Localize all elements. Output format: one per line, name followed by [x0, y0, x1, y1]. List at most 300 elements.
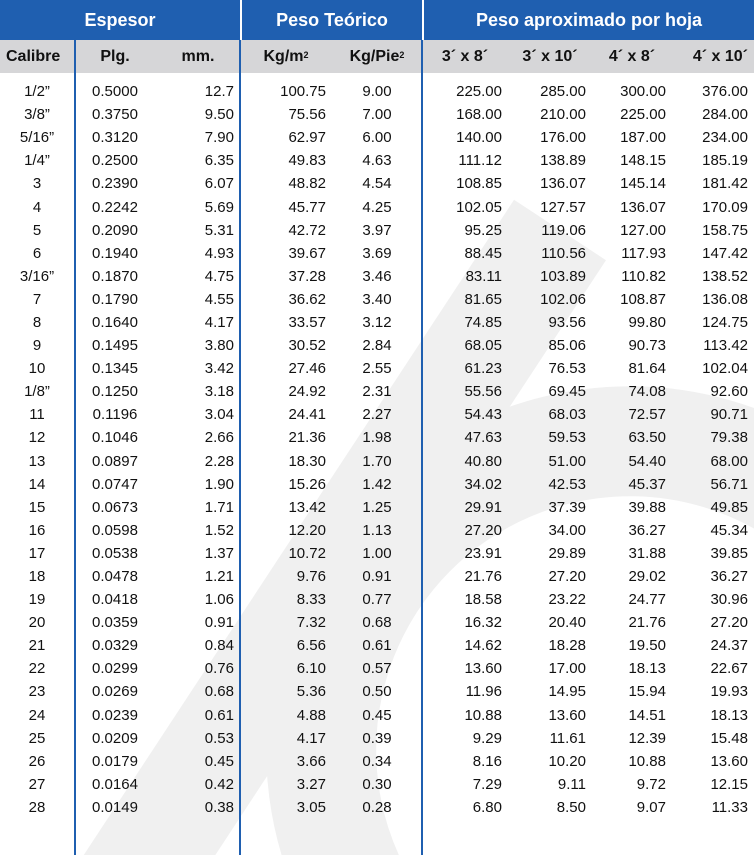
cell-plg: 0.0149: [92, 798, 138, 816]
cell-kg-m2: 6.10: [296, 660, 326, 678]
cell-4x8: 145.14: [620, 175, 666, 193]
cell-4x8: 225.00: [620, 106, 666, 124]
cell-plg: 0.0209: [92, 729, 138, 747]
cell-mm: 4.75: [204, 267, 234, 285]
cell-mm: 4.93: [204, 244, 234, 262]
column-header-row: [0, 40, 754, 73]
cell-kg-m2: 27.46: [288, 360, 326, 378]
cell-3x8: 168.00: [456, 106, 502, 124]
cell-kg-pie2: 3.46: [362, 267, 392, 285]
col-3x10: 3´ x 10´: [508, 40, 592, 73]
cell-3x8: 140.00: [456, 129, 502, 147]
group-header-row: [0, 0, 754, 40]
cell-3x10: 11.61: [549, 729, 586, 747]
cell-3x10: 69.45: [548, 383, 586, 401]
cell-4x8: 81.64: [628, 360, 666, 378]
cell-kg-m2: 49.83: [288, 152, 326, 170]
cell-4x10: 68.00: [710, 452, 748, 470]
cell-calibre: 19: [28, 591, 46, 609]
cell-4x10: 19.93: [710, 683, 748, 701]
cell-kg-m2: 3.66: [296, 752, 326, 770]
divider-line: [239, 40, 241, 855]
cell-kg-m2: 3.05: [296, 798, 326, 816]
cell-plg: 0.1940: [92, 244, 138, 262]
cell-kg-pie2: 0.91: [362, 568, 392, 586]
cell-kg-pie2: 1.98: [362, 429, 392, 447]
cell-mm: 2.28: [204, 452, 234, 470]
cell-4x8: 63.50: [628, 429, 666, 447]
cell-4x8: 90.73: [628, 337, 666, 355]
header-peso-teorico: Peso Teórico: [240, 0, 422, 40]
cell-3x10: 23.22: [548, 591, 586, 609]
cell-3x8: 13.60: [464, 660, 502, 678]
cell-kg-pie2: 3.12: [362, 313, 392, 331]
cell-4x8: 72.57: [628, 406, 666, 424]
cell-calibre: 20: [28, 614, 46, 632]
col-kg-pie2-exp: 2: [399, 49, 405, 60]
cell-plg: 0.0538: [92, 544, 138, 562]
cell-plg: 0.0269: [92, 683, 138, 701]
cell-plg: 0.0329: [92, 637, 138, 655]
table-row: [0, 634, 754, 657]
cell-kg-pie2: 0.61: [362, 637, 392, 655]
cell-3x8: 21.76: [464, 568, 502, 586]
cell-4x8: 108.87: [620, 290, 666, 308]
cell-kg-m2: 8.33: [296, 591, 326, 609]
cell-4x8: 19.50: [628, 637, 666, 655]
cell-4x10: 12.15: [710, 775, 748, 793]
cell-kg-m2: 4.88: [296, 706, 326, 724]
cell-4x8: 45.37: [628, 475, 666, 493]
cell-3x8: 74.85: [464, 313, 502, 331]
cell-plg: 0.2390: [92, 175, 138, 193]
cell-4x8: 74.08: [628, 383, 666, 401]
cell-4x8: 54.40: [628, 452, 666, 470]
cell-4x8: 12.39: [628, 729, 666, 747]
cell-calibre: 18: [28, 568, 46, 586]
cell-3x10: 285.00: [540, 83, 586, 101]
table-row: [0, 334, 754, 357]
cell-4x10: 138.52: [702, 267, 748, 285]
cell-calibre: 3/8”: [24, 106, 50, 124]
cell-3x10: 136.07: [540, 175, 586, 193]
cell-3x10: 8.50: [556, 798, 586, 816]
cell-3x10: 119.06: [541, 221, 586, 239]
cell-3x8: 88.45: [464, 244, 502, 262]
cell-3x8: 23.91: [464, 544, 502, 562]
cell-mm: 9.50: [204, 106, 234, 124]
table-row: [0, 288, 754, 311]
cell-4x8: 31.88: [628, 544, 666, 562]
cell-mm: 1.06: [204, 591, 234, 609]
cell-3x8: 34.02: [464, 475, 502, 493]
cell-3x10: 10.20: [548, 752, 586, 770]
cell-plg: 0.0598: [92, 521, 138, 539]
cell-4x8: 21.76: [628, 614, 666, 632]
cell-plg: 0.1790: [92, 290, 138, 308]
cell-mm: 2.66: [204, 429, 234, 447]
cell-3x8: 10.88: [464, 706, 502, 724]
table-row: [0, 657, 754, 680]
cell-kg-pie2: 3.69: [362, 244, 392, 262]
cell-4x10: 11.33: [711, 798, 748, 816]
cell-plg: 0.0179: [92, 752, 138, 770]
cell-mm: 1.90: [204, 475, 234, 493]
cell-3x8: 81.65: [464, 290, 502, 308]
table-row: [0, 265, 754, 288]
cell-mm: 3.42: [204, 360, 234, 378]
cell-4x10: 92.60: [710, 383, 748, 401]
table-body: [0, 80, 754, 819]
cell-kg-pie2: 0.39: [362, 729, 392, 747]
cell-kg-m2: 37.28: [288, 267, 326, 285]
cell-plg: 0.5000: [92, 83, 138, 101]
table-row: [0, 680, 754, 703]
cell-4x8: 15.94: [628, 683, 666, 701]
cell-4x8: 29.02: [628, 568, 666, 586]
cell-4x10: 136.08: [702, 290, 748, 308]
cell-3x8: 6.80: [472, 798, 502, 816]
cell-plg: 0.0897: [92, 452, 138, 470]
cell-3x10: 103.89: [540, 267, 586, 285]
cell-plg: 0.0747: [92, 475, 138, 493]
table-row: [0, 242, 754, 265]
cell-calibre: 3/16”: [19, 267, 55, 285]
cell-3x10: 102.06: [540, 290, 586, 308]
col-4x10: 4´ x 10´: [672, 40, 754, 73]
cell-calibre: 22: [28, 660, 46, 678]
cell-plg: 0.1250: [92, 383, 138, 401]
cell-kg-m2: 18.30: [288, 452, 326, 470]
cell-mm: 3.04: [204, 406, 234, 424]
cell-calibre: 6: [32, 244, 42, 262]
cell-plg: 0.0299: [92, 660, 138, 678]
cell-3x10: 14.95: [548, 683, 586, 701]
cell-calibre: 28: [28, 798, 46, 816]
col-kg-pie2-label: Kg/Pie: [349, 47, 400, 65]
cell-calibre: 4: [32, 198, 42, 216]
cell-4x8: 14.51: [628, 706, 666, 724]
cell-kg-m2: 75.56: [288, 106, 326, 124]
cell-3x8: 95.25: [464, 221, 502, 239]
cell-4x10: 147.42: [702, 244, 748, 262]
cell-kg-m2: 45.77: [288, 198, 326, 216]
cell-mm: 4.55: [204, 290, 234, 308]
cell-3x8: 14.62: [464, 637, 502, 655]
cell-3x8: 102.05: [456, 198, 502, 216]
cell-calibre: 8: [32, 313, 42, 331]
divider-line: [421, 40, 423, 855]
cell-3x10: 85.06: [548, 337, 586, 355]
table-row: [0, 519, 754, 542]
table-row: [0, 311, 754, 334]
col-mm: mm.: [156, 40, 240, 73]
col-calibre: Calibre: [0, 40, 74, 73]
cell-mm: 1.52: [204, 521, 234, 539]
cell-calibre: 15: [28, 498, 46, 516]
cell-3x8: 54.43: [464, 406, 502, 424]
cell-calibre: 13: [28, 452, 46, 470]
cell-3x10: 9.11: [557, 775, 586, 793]
cell-3x8: 11.96: [465, 683, 502, 701]
table-row: [0, 195, 754, 218]
cell-3x10: 27.20: [548, 568, 586, 586]
cell-3x8: 9.29: [472, 729, 502, 747]
cell-4x10: 56.71: [710, 475, 748, 493]
table-row: [0, 80, 754, 103]
cell-3x10: 59.53: [548, 429, 586, 447]
cell-kg-m2: 12.20: [288, 521, 326, 539]
cell-4x10: 13.60: [710, 752, 748, 770]
table-row: [0, 727, 754, 750]
cell-3x10: 42.53: [548, 475, 586, 493]
cell-mm: 1.37: [204, 544, 234, 562]
cell-kg-pie2: 0.30: [362, 775, 392, 793]
cell-4x8: 9.72: [636, 775, 666, 793]
cell-calibre: 12: [28, 429, 46, 447]
cell-4x10: 158.75: [702, 221, 748, 239]
cell-plg: 0.0239: [92, 706, 138, 724]
table-row: [0, 357, 754, 380]
cell-4x10: 124.75: [702, 313, 748, 331]
col-4x8: 4´ x 8´: [592, 40, 672, 73]
cell-4x8: 110.82: [621, 267, 666, 285]
cell-calibre: 1/8”: [24, 383, 50, 401]
cell-kg-m2: 39.67: [288, 244, 326, 262]
cell-3x8: 8.16: [472, 752, 502, 770]
cell-3x8: 27.20: [464, 521, 502, 539]
table-row: [0, 473, 754, 496]
cell-mm: 0.76: [204, 660, 234, 678]
cell-3x10: 76.53: [548, 360, 586, 378]
cell-mm: 7.90: [204, 129, 234, 147]
cell-plg: 0.0359: [92, 614, 138, 632]
table-row: [0, 103, 754, 126]
cell-mm: 0.84: [204, 637, 234, 655]
cell-mm: 0.61: [204, 706, 234, 724]
cell-plg: 0.1196: [92, 406, 138, 424]
table-row: [0, 588, 754, 611]
cell-kg-pie2: 4.25: [362, 198, 392, 216]
cell-mm: 0.38: [204, 798, 234, 816]
cell-3x10: 210.00: [540, 106, 586, 124]
cell-mm: 6.07: [204, 175, 234, 193]
cell-plg: 0.2090: [92, 221, 138, 239]
cell-kg-m2: 30.52: [288, 337, 326, 355]
cell-4x10: 102.04: [702, 360, 748, 378]
cell-kg-pie2: 7.00: [362, 106, 392, 124]
cell-mm: 0.91: [204, 614, 234, 632]
cell-kg-m2: 15.26: [288, 475, 326, 493]
cell-4x8: 300.00: [620, 83, 666, 101]
cell-3x10: 34.00: [548, 521, 586, 539]
cell-4x10: 49.85: [710, 498, 748, 516]
cell-kg-m2: 21.36: [288, 429, 326, 447]
cell-kg-pie2: 2.84: [362, 337, 392, 355]
table-row: [0, 380, 754, 403]
cell-4x8: 136.07: [620, 198, 666, 216]
cell-calibre: 11: [29, 406, 45, 424]
table-row: [0, 796, 754, 819]
cell-3x10: 127.57: [540, 198, 586, 216]
cell-3x10: 20.40: [548, 614, 586, 632]
cell-4x8: 18.13: [628, 660, 666, 678]
cell-3x8: 16.32: [464, 614, 502, 632]
cell-mm: 12.7: [204, 83, 234, 101]
cell-plg: 0.2500: [92, 152, 138, 170]
cell-4x8: 127.00: [620, 221, 666, 239]
cell-calibre: 25: [28, 729, 46, 747]
cell-calibre: 1/2”: [24, 83, 50, 101]
cell-calibre: 9: [32, 337, 42, 355]
table-row: [0, 565, 754, 588]
cell-4x10: 30.96: [710, 591, 748, 609]
cell-4x8: 36.27: [628, 521, 666, 539]
cell-kg-pie2: 4.63: [362, 152, 392, 170]
cell-3x8: 225.00: [456, 83, 502, 101]
cell-4x10: 39.85: [710, 544, 748, 562]
table-row: [0, 611, 754, 634]
cell-kg-m2: 6.56: [296, 637, 326, 655]
cell-3x8: 61.23: [464, 360, 502, 378]
cell-kg-m2: 3.27: [296, 775, 326, 793]
cell-kg-m2: 24.41: [288, 406, 326, 424]
cell-kg-m2: 33.57: [288, 313, 326, 331]
cell-kg-pie2: 1.42: [362, 475, 392, 493]
cell-plg: 0.1495: [92, 337, 138, 355]
table-row: [0, 750, 754, 773]
col-kg-m2-label: Kg/m: [263, 47, 304, 65]
cell-plg: 0.1640: [92, 313, 138, 331]
cell-calibre: 21: [28, 637, 46, 655]
cell-kg-m2: 24.92: [288, 383, 326, 401]
cell-plg: 0.1345: [92, 360, 138, 378]
cell-kg-m2: 36.62: [288, 290, 326, 308]
cell-kg-pie2: 6.00: [362, 129, 392, 147]
col-kg-m2-exp: 2: [303, 49, 309, 60]
cell-4x8: 187.00: [620, 129, 666, 147]
cell-calibre: 10: [28, 360, 46, 378]
cell-3x10: 18.28: [548, 637, 586, 655]
cell-calibre: 27: [28, 775, 46, 793]
cell-kg-pie2: 2.31: [362, 383, 392, 401]
cell-4x10: 36.27: [710, 568, 748, 586]
cell-kg-pie2: 0.28: [362, 798, 392, 816]
cell-4x10: 27.20: [710, 614, 748, 632]
cell-calibre: 5: [32, 221, 42, 239]
cell-calibre: 26: [28, 752, 46, 770]
cell-plg: 0.1870: [92, 267, 138, 285]
cell-mm: 6.35: [204, 152, 234, 170]
cell-4x10: 18.13: [710, 706, 748, 724]
table-row: [0, 126, 754, 149]
cell-4x10: 90.71: [710, 406, 748, 424]
cell-kg-m2: 4.17: [296, 729, 326, 747]
cell-3x8: 68.05: [464, 337, 502, 355]
cell-mm: 0.68: [204, 683, 234, 701]
cell-mm: 3.80: [204, 337, 234, 355]
cell-kg-m2: 9.76: [296, 568, 326, 586]
cell-mm: 0.42: [204, 775, 234, 793]
cell-3x10: 176.00: [540, 129, 586, 147]
cell-mm: 0.53: [204, 729, 234, 747]
table-row: [0, 496, 754, 519]
cell-3x10: 51.00: [548, 452, 586, 470]
cell-3x8: 29.91: [464, 498, 502, 516]
cell-3x8: 111.12: [458, 152, 502, 170]
cell-calibre: 14: [28, 475, 46, 493]
cell-3x8: 55.56: [464, 383, 502, 401]
cell-kg-pie2: 3.40: [362, 290, 392, 308]
cell-mm: 1.71: [204, 498, 234, 516]
cell-mm: 5.31: [204, 221, 234, 239]
cell-kg-m2: 62.97: [288, 129, 326, 147]
table-row: [0, 172, 754, 195]
cell-mm: 0.45: [204, 752, 234, 770]
cell-4x10: 181.42: [702, 175, 748, 193]
cell-4x10: 79.38: [710, 429, 748, 447]
header-peso-hoja: Peso aproximado por hoja: [422, 0, 754, 40]
cell-calibre: 3: [32, 175, 42, 193]
cell-kg-pie2: 0.57: [362, 660, 392, 678]
table-row: [0, 426, 754, 449]
cell-kg-m2: 13.42: [288, 498, 326, 516]
divider-line: [74, 40, 76, 855]
cell-kg-pie2: 0.50: [362, 683, 392, 701]
cell-kg-pie2: 1.13: [362, 521, 392, 539]
cell-4x8: 39.88: [628, 498, 666, 516]
cell-3x10: 138.89: [540, 152, 586, 170]
cell-3x8: 108.85: [456, 175, 502, 193]
cell-plg: 0.2242: [92, 198, 138, 216]
cell-kg-m2: 10.72: [288, 544, 326, 562]
cell-kg-m2: 42.72: [288, 221, 326, 239]
cell-kg-pie2: 3.97: [362, 221, 392, 239]
cell-mm: 1.21: [204, 568, 234, 586]
cell-3x8: 40.80: [464, 452, 502, 470]
col-plg: Plg.: [74, 40, 156, 73]
cell-4x8: 24.77: [628, 591, 666, 609]
cell-3x8: 18.58: [464, 591, 502, 609]
cell-plg: 0.0673: [92, 498, 138, 516]
cell-kg-m2: 5.36: [296, 683, 326, 701]
cell-3x8: 83.11: [465, 267, 502, 285]
cell-calibre: 24: [28, 706, 46, 724]
cell-3x10: 93.56: [548, 313, 586, 331]
cell-kg-pie2: 0.77: [362, 591, 392, 609]
cell-mm: 4.17: [204, 313, 234, 331]
cell-3x8: 47.63: [464, 429, 502, 447]
cell-4x10: 22.67: [710, 660, 748, 678]
cell-mm: 5.69: [204, 198, 234, 216]
header-espesor: Espesor: [0, 0, 240, 40]
cell-4x8: 99.80: [628, 313, 666, 331]
cell-3x10: 13.60: [548, 706, 586, 724]
col-kg-pie2: [332, 40, 422, 73]
cell-kg-pie2: 1.00: [362, 544, 392, 562]
cell-kg-pie2: 0.34: [362, 752, 392, 770]
cell-4x8: 10.88: [628, 752, 666, 770]
cell-3x8: 7.29: [472, 775, 502, 793]
cell-kg-m2: 48.82: [288, 175, 326, 193]
cell-mm: 3.18: [204, 383, 234, 401]
cell-4x10: 284.00: [702, 106, 748, 124]
cell-kg-pie2: 2.27: [362, 406, 392, 424]
cell-4x10: 170.09: [702, 198, 748, 216]
table-row: [0, 403, 754, 426]
cell-3x10: 17.00: [548, 660, 586, 678]
cell-4x10: 45.34: [710, 521, 748, 539]
